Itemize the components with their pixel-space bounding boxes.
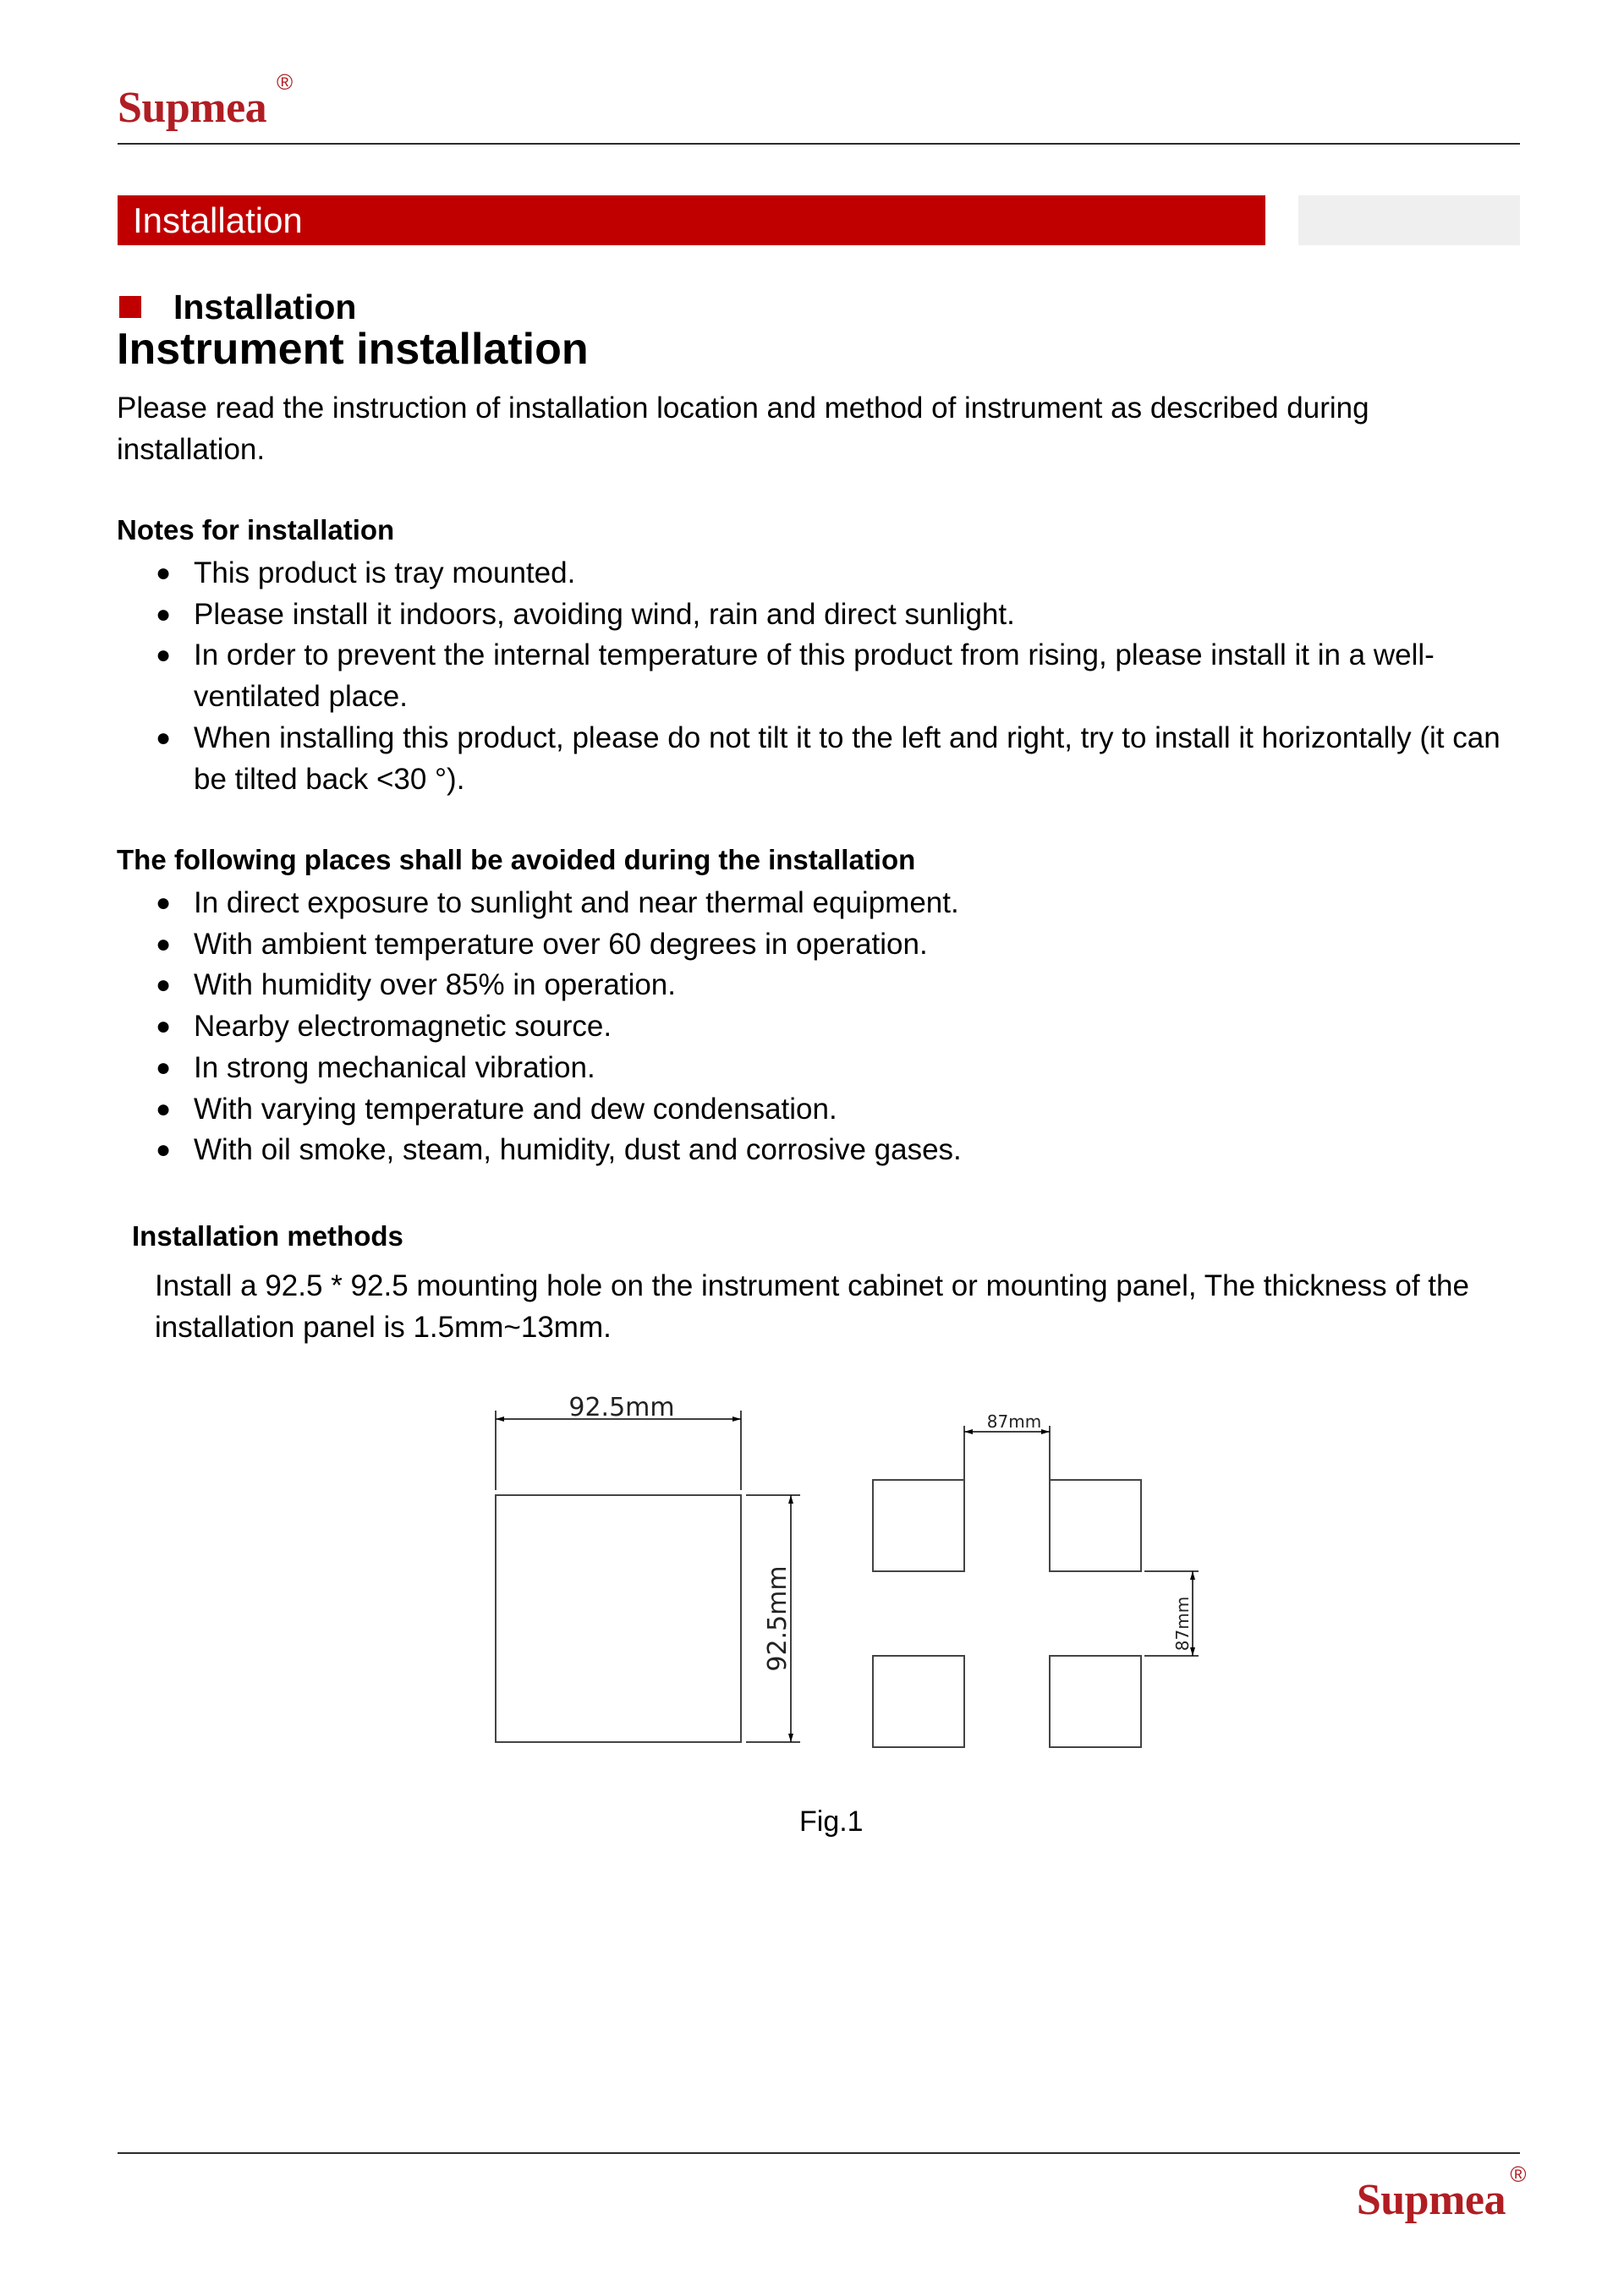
list-item: ● This product is tray mounted.	[155, 553, 1525, 595]
list-item: ● In order to prevent the internal temperature of this product from rising, please install it in a well-ventilated place.	[155, 635, 1525, 717]
bullet-icon: ●	[155, 971, 172, 1000]
bullet-icon: ●	[155, 1094, 172, 1123]
notes-title: Notes for installation	[117, 514, 395, 545]
list-item: ● Nearby electromagnetic source.	[155, 1006, 1525, 1048]
bullet-icon: ●	[155, 559, 172, 587]
list-item: ● In direct exposure to sunlight and near thermal equipment.	[155, 883, 1525, 924]
list-item: ● With oil smoke, steam, humidity, dust and corrosive gases.	[155, 1130, 1525, 1171]
registered-mark-icon: ®	[277, 69, 293, 95]
figure-caption: Fig.1	[799, 1806, 864, 1838]
bullet-icon: ●	[155, 889, 172, 917]
brand-name: Supmea	[1356, 2176, 1506, 2224]
list-item: ● With humidity over 85% in operation.	[155, 965, 1525, 1006]
notes-list	[155, 553, 1525, 800]
section-heading: Installation	[173, 288, 357, 326]
section-title-bar	[118, 195, 1265, 245]
methods-title: Installation methods	[132, 1220, 403, 1252]
list-item: ● With ambient temperature over 60 degrees in operation.	[155, 924, 1525, 966]
bullet-icon: ●	[155, 1136, 172, 1164]
avoid-title: The following places shall be avoided during the installation	[117, 844, 916, 875]
section-title: Installation	[133, 200, 303, 240]
vertical-spacing-label: 87mm	[1172, 1596, 1193, 1652]
cutout-width-label: 92.5mm	[568, 1393, 675, 1422]
footer-divider	[118, 2152, 1520, 2154]
red-square-marker-icon	[119, 296, 141, 318]
header-brand-logo	[118, 69, 293, 135]
page-title: Instrument installation	[117, 325, 589, 374]
bullet-icon: ●	[155, 600, 172, 628]
avoid-list	[155, 883, 1525, 1171]
list-item: ● When installing this product, please do not tilt it to the left and right, try to install it horizontally (it can be tilted back <30 °).	[155, 718, 1525, 800]
list-item: ● Please install it indoors, avoiding wind, rain and direct sunlight.	[155, 595, 1525, 636]
list-item: ● With varying temperature and dew condensation.	[155, 1089, 1525, 1131]
footer-brand-logo	[1356, 2162, 1526, 2228]
section-side-box	[1298, 195, 1520, 245]
registered-mark-icon: ®	[1510, 2162, 1526, 2187]
bullet-icon: ●	[155, 1053, 172, 1082]
header-divider	[118, 143, 1520, 145]
bullet-icon: ●	[155, 723, 172, 752]
cutout-square	[496, 1495, 741, 1742]
bullet-icon: ●	[155, 929, 172, 958]
cutout-height-label: 92.5mm	[763, 1565, 793, 1672]
methods-paragraph: Install a 92.5 * 92.5 mounting hole on the instrument cabinet or mounting panel, The thickness of the installation panel is 1.5mm~13mm.	[155, 1269, 1469, 1344]
intro-paragraph: Please read the instruction of installation location and method of instrument as described during installation.	[117, 392, 1369, 466]
brand-name: Supmea	[118, 84, 267, 132]
list-item: ● In strong mechanical vibration.	[155, 1048, 1525, 1089]
bullet-icon: ●	[155, 1012, 172, 1041]
horizontal-spacing-label: 87mm	[986, 1411, 1042, 1432]
bullet-icon: ●	[155, 641, 172, 670]
